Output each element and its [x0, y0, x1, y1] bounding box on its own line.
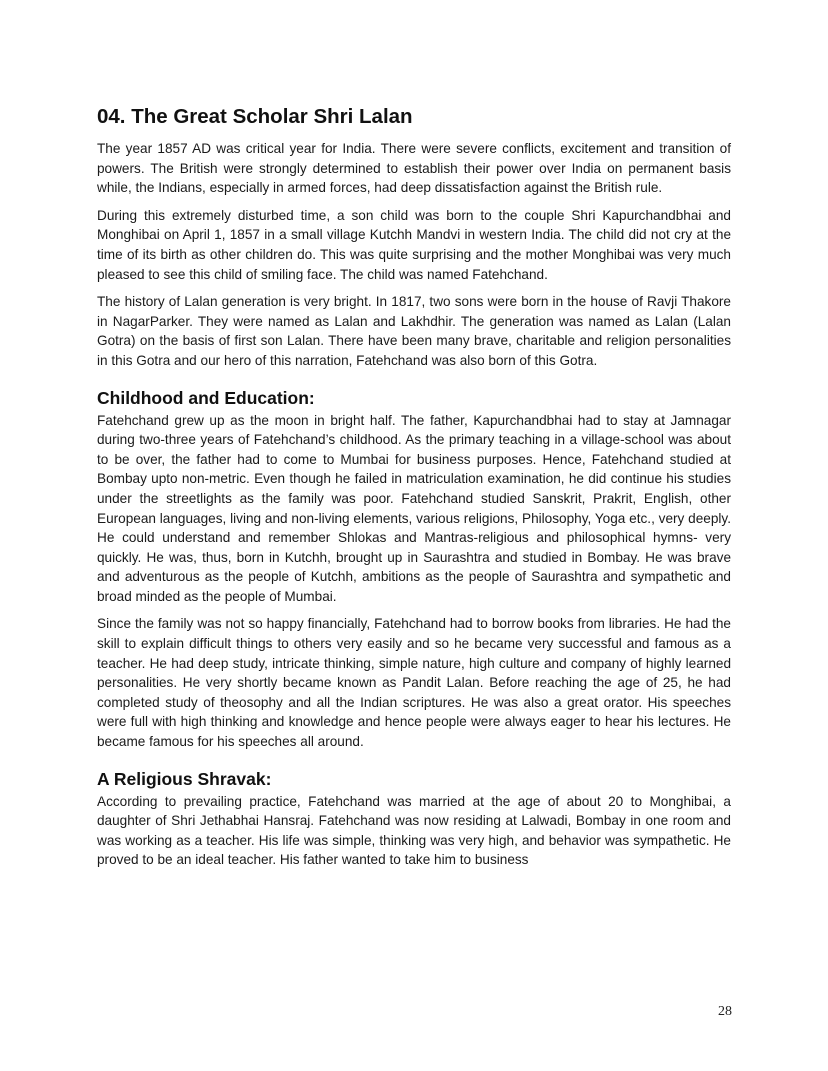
- childhood-paragraph-1: Fatehchand grew up as the moon in bright half. The father, Kapurchandbhai had to stay at Jamnagar during two-three years of Fatehchand’s childhood. As the primary teaching in a village-school was about to be over, the father had to come to Mumbai for business purposes. Hence, Fatehchand studied at Bombay upto non-metric. Even though he failed in matriculation examination, he did continue his studies under the streetlights as the family was poor. Fatehchand studied Sanskrit, Prakrit, English, other European languages, living and non-living elements, various religions, Philosophy, Yoga etc., very deeply. He could understand and remember Shlokas and Mantras-religious and philosophical hymns- very quickly. He was, thus, born in Kutchh, brought up in Saurashtra and studied in Bombay. He was brave and adventurous as the people of Kutchh, ambitions as the people of Saurashtra and sympathetic and broad minded as the people of Mumbai.: [97, 412, 731, 604]
- intro-paragraph-2: During this extremely disturbed time, a son child was born to the couple Shri Kapurchandbhai and Monghibai on April 1, 1857 in a small village Kutchh Mandvi in western India. The child did not cry at the time of its birth as other children do. This was quite surprising and the mother Monghibai was very much pleased to see this child of smiling face. The child was named Fatehchand.: [97, 207, 731, 282]
- document-page: [97, 104, 731, 878]
- shravak-paragraph-1: According to prevailing practice, Fatehchand was married at the age of about 20 to Monghibai, a daughter of Shri Jethabhai Hansraj. Fatehchand was now residing at Lalwadi, Bombay in one room and was working as a teacher. His life was simple, thinking was very high, and behavior was sympathetic. He proved to be an ideal teacher. His father wanted to take him to business: [97, 793, 731, 868]
- intro-paragraph-3: The history of Lalan generation is very bright. In 1817, two sons were born in the house of Ravji Thakore in NagarParker. They were named as Lalan and Lakhdhir. The generation was named as Lalan (Lalan Gotra) on the basis of first son Lalan. There have been many brave, charitable and religion personalities in this Gotra and our hero of this narration, Fatehchand was also born of this Gotra.: [97, 294, 731, 368]
- section-heading-shravak: A Religious Shravak:: [97, 768, 272, 789]
- page-number: 28: [718, 1004, 732, 1019]
- intro-paragraph-1: The year 1857 AD was critical year for India. There were severe conflicts, excitement and transition of powers. The British were strongly determined to establish their power over India on permanent basis while, the Indians, especially in armed forces, had deep dissatisfaction against the British rule.: [97, 141, 731, 196]
- childhood-paragraph-2: Since the family was not so happy financially, Fatehchand had to borrow books from libraries. He had the skill to explain difficult things to others very easily and so he became very successful and famous as a teacher. He had deep study, intricate thinking, simple nature, high culture and company of highly learned personalities. He very shortly became known as Pandit Lalan. Before reaching the age of 25, he had completed study of theosophy and all the Indian scriptures. He was also a great orator. His speeches were full with high thinking and knowledge and hence people were always eager to hear his lectures. He became famous for his speeches all around.: [97, 616, 731, 750]
- chapter-title: 04. The Great Scholar Shri Lalan: [97, 105, 413, 128]
- section-heading-childhood: Childhood and Education:: [97, 387, 315, 408]
